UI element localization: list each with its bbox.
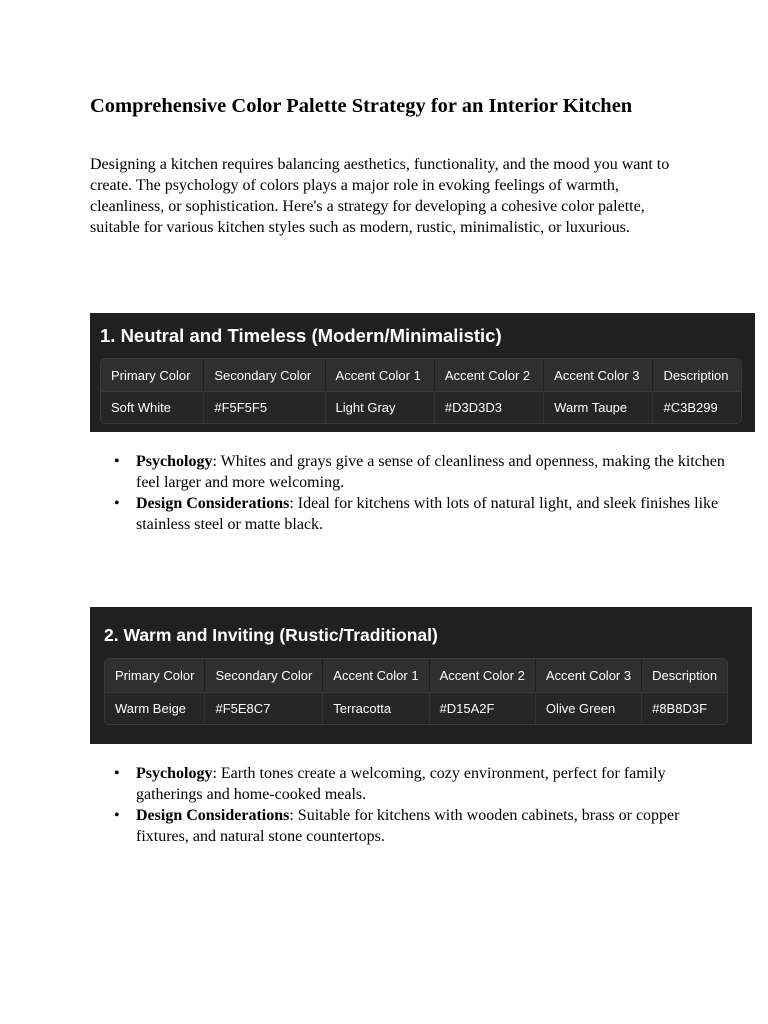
header-accent-color-1: Accent Color 1 <box>323 659 429 692</box>
header-accent-color-3: Accent Color 3 <box>536 659 642 692</box>
header-accent-color-3: Accent Color 3 <box>544 359 653 391</box>
header-primary-color: Primary Color <box>101 359 204 391</box>
cell-accent-color-3: Olive Green <box>536 692 642 724</box>
table-header-row <box>101 359 741 391</box>
palette-card-warm <box>90 607 752 744</box>
header-accent-color-2: Accent Color 2 <box>430 659 536 692</box>
header-accent-color-1: Accent Color 1 <box>326 359 435 391</box>
section-2-points <box>90 763 726 847</box>
point-text: : Earth tones create a welcoming, cozy environment, perfect for family gatherings and home-cooked meals. <box>136 765 666 803</box>
palette-card-heading: 1. Neutral and Timeless (Modern/Minimalistic) <box>100 325 502 346</box>
cell-description: #C3B299 <box>653 391 741 423</box>
point-label: Design Considerations <box>136 495 290 512</box>
section-1-points <box>90 451 726 535</box>
point-text: : Whites and grays give a sense of cleanliness and openness, making the kitchen feel larger and more welcoming. <box>136 453 725 491</box>
cell-accent-color-2: #D3D3D3 <box>435 391 544 423</box>
palette-table <box>104 658 728 725</box>
list-item <box>136 451 726 493</box>
point-label: Design Considerations <box>136 807 290 824</box>
table-row <box>101 391 741 423</box>
header-primary-color: Primary Color <box>105 659 205 692</box>
point-text: : Suitable for kitchens with wooden cabinets, brass or copper fixtures, and natural stone countertops. <box>136 807 680 845</box>
point-text: : Ideal for kitchens with lots of natural light, and sleek finishes like stainless steel or matte black. <box>136 495 719 533</box>
table-header-row <box>105 659 727 692</box>
list-item <box>136 763 726 805</box>
point-label: Psychology <box>136 453 213 470</box>
header-description: Description <box>642 659 727 692</box>
cell-accent-color-3: Warm Taupe <box>544 391 653 423</box>
table-row <box>105 692 727 724</box>
point-label: Psychology <box>136 765 213 782</box>
intro-paragraph: Designing a kitchen requires balancing aesthetics, functionality, and the mood you want to create. The psychology of colors plays a major role in evoking feelings of warmth, cleanliness, or sophistication. Here's a strategy for developing a cohesive color palette, suitable for various kitchen styles such as modern, rustic, minimalistic, or luxurious. <box>90 156 670 236</box>
cell-secondary-color: #F5F5F5 <box>204 391 325 423</box>
palette-table <box>100 358 742 424</box>
cell-secondary-color: #F5E8C7 <box>205 692 323 724</box>
cell-accent-color-2: #D15A2F <box>430 692 536 724</box>
header-description: Description <box>653 359 741 391</box>
list-item <box>136 805 726 847</box>
list-item <box>136 493 726 535</box>
cell-description: #8B8D3F <box>642 692 727 724</box>
header-secondary-color: Secondary Color <box>205 659 323 692</box>
cell-accent-color-1: Terracotta <box>323 692 429 724</box>
header-secondary-color: Secondary Color <box>204 359 325 391</box>
cell-accent-color-1: Light Gray <box>326 391 435 423</box>
cell-primary-color: Soft White <box>101 391 204 423</box>
document-title: Comprehensive Color Palette Strategy for an Interior Kitchen <box>90 95 633 117</box>
header-accent-color-2: Accent Color 2 <box>435 359 544 391</box>
palette-card-heading: 2. Warm and Inviting (Rustic/Traditional) <box>104 625 438 645</box>
cell-primary-color: Warm Beige <box>105 692 205 724</box>
palette-card-neutral <box>90 313 755 432</box>
